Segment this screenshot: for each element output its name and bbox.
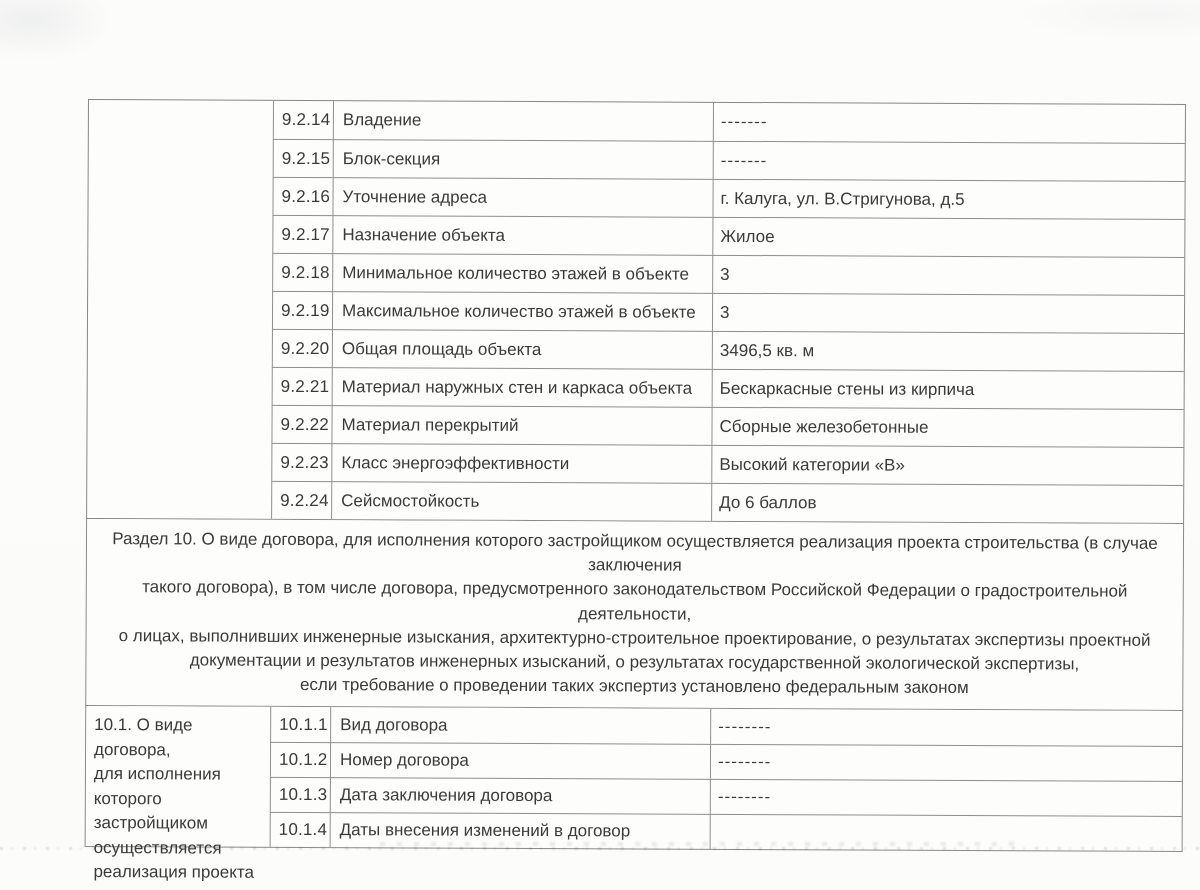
- row-label-cell: Вид договора: [330, 708, 710, 745]
- row-value-cell: Бескаркасные стены из кирпича: [712, 369, 1184, 409]
- row-value-cell: 3: [712, 293, 1184, 333]
- row-value-cell: -------: [713, 141, 1185, 181]
- row-label-cell: Сейсмостойкость: [331, 481, 711, 521]
- row-number-cell: 9.2.24: [271, 481, 331, 519]
- row-label-cell: Общая площадь объекта: [332, 329, 712, 369]
- row-value-cell: Жилое: [712, 217, 1184, 257]
- row-value-cell: --------: [710, 709, 1182, 746]
- row-label-cell: Блок-секция: [333, 139, 713, 179]
- row-number-cell: 9.2.16: [272, 177, 332, 215]
- row-number-cell: 9.2.23: [271, 443, 331, 481]
- row-value-cell: Высокий категории «В»: [711, 445, 1183, 485]
- row-number-cell: 9.2.20: [272, 329, 332, 367]
- row-label-cell: Материал наружных стен и каркаса объекта: [332, 367, 712, 407]
- merged-left-cell-line: которого: [93, 788, 162, 809]
- merged-left-cell-line: 10.1. О виде договора,: [94, 715, 193, 760]
- row-number-cell: 10.1.4: [270, 812, 330, 847]
- scan-noise-artifact: [380, 842, 1020, 846]
- section9-table: [86, 99, 1186, 524]
- section10-header-line: документации и результатов инженерных изысканий, о результатах государственной экологической экспертизы,: [189, 650, 1080, 674]
- row-value-cell: 3: [712, 255, 1184, 295]
- row-label-cell: Минимальное количество этажей в объекте: [332, 253, 712, 293]
- merged-left-cell: [86, 706, 271, 883]
- row-label-cell: Дата заключения договора: [330, 778, 710, 815]
- row-label-cell: Материал перекрытий: [331, 405, 711, 445]
- row-label-cell: Назначение объекта: [332, 215, 712, 255]
- section10-header: [85, 519, 1184, 711]
- section10-header-line: если требование о проведении таких экспертиз установлено федеральным законом: [299, 675, 969, 698]
- row-number-cell: 9.2.22: [271, 405, 331, 443]
- row-number-cell: 9.2.17: [272, 215, 332, 253]
- row-label-cell: Класс энергоэффективности: [331, 443, 711, 483]
- section10-table: [85, 706, 1184, 883]
- row-value-cell: До 6 баллов: [711, 483, 1183, 523]
- merged-left-cell-line: осуществляется: [93, 837, 222, 858]
- row-label-cell: Максимальное количество этажей в объекте: [332, 291, 712, 331]
- row-label-cell: Владение: [333, 101, 713, 141]
- merged-left-cell-line: для исполнения: [93, 764, 221, 785]
- merged-empty-cell: [87, 100, 273, 519]
- section10-header-line: такого договора), в том числе договора, предусмотренного законодательством Российской Федерации о градостроительной деятельности,: [142, 577, 1128, 624]
- row-label-cell: Уточнение адреса: [332, 177, 712, 217]
- row-value-cell: --------: [710, 744, 1182, 781]
- row-value-cell: -------: [713, 103, 1185, 143]
- row-number-cell: 9.2.14: [273, 101, 333, 139]
- row-value-cell: 3496,5 кв. м: [712, 331, 1184, 371]
- document-sheet: [85, 99, 1186, 883]
- section10-header-line: о лицах, выполнивших инженерные изыскания, архитектурно-строительное проектирование, о результатах экспертизы проектной: [118, 625, 1151, 650]
- section10-header-line: Раздел 10. О виде договора, для исполнения которого застройщиком осуществляется реализация проекта строительства (в случае заключения: [112, 529, 1158, 575]
- row-value-cell: г. Калуга, ул. В.Стригунова, д.5: [712, 179, 1184, 219]
- row-number-cell: 10.1.3: [270, 777, 330, 812]
- row-number-cell: 9.2.19: [272, 291, 332, 329]
- row-number-cell: 10.1.2: [270, 742, 330, 777]
- row-label-cell: Даты внесения изменений в договор: [330, 813, 710, 850]
- row-number-cell: 9.2.18: [272, 253, 332, 291]
- row-value-cell: --------: [710, 779, 1182, 816]
- row-value-cell: Сборные железобетонные: [711, 407, 1183, 447]
- row-number-cell: 9.2.21: [272, 367, 332, 405]
- merged-left-cell-line: реализация проекта: [93, 862, 254, 883]
- row-number-cell: 10.1.1: [270, 707, 330, 742]
- row-number-cell: 9.2.15: [273, 139, 333, 177]
- merged-left-cell-line: застройщиком: [93, 813, 208, 833]
- row-label-cell: Номер договора: [330, 743, 710, 780]
